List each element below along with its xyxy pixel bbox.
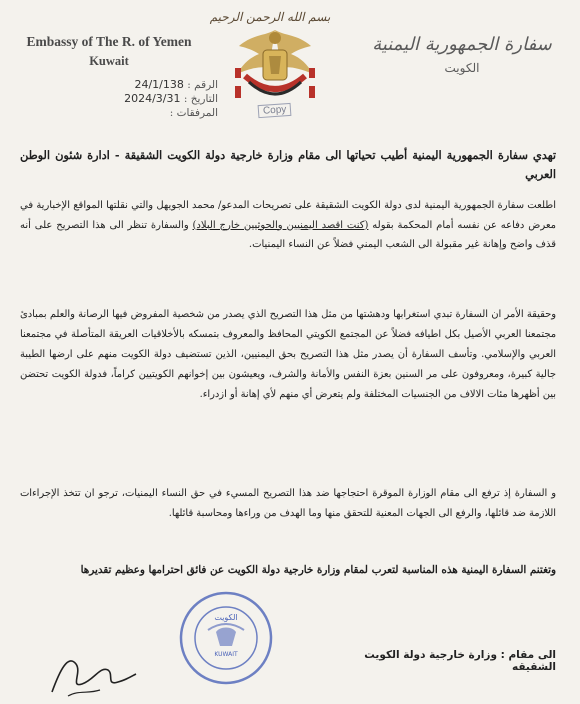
- header-english: [14, 34, 204, 69]
- basmala: بسم الله الرحمن الرحيم: [209, 10, 331, 24]
- seal-text-top: الكويت: [214, 613, 238, 622]
- paragraph-2: وحقيقة الأمر ان السفارة تبدي استغرابها ودهشتها من مثل هذا التصريح الذي يصدر من شخصية المفروض فيها الرصانة والعلم بمبادئ مجتمعنا العربي الأصيل بكل اطيافه فضلاً عن المجتمع الكويتي المحافظ والمعروف بتمسكه بالأخلاقيات العريقة المتأصلة في مجتمعنا العربي والإسلامي. وتأسف السفارة أن يصدر مثل هذا التصريح بحق اليمنيين، الذين تستضيف دولة الكويت منهم على ارضها الطيبة جالية كبيرة، ومعروفون على مر السنين بعزة النفس والأمانة والشرف، ويعيشون بين إخوانهم الكويتيين كراماً، فدولة الكويت تحتضن بين أظهرها مئات الالاف من الجنسيات المختلفة ولم يتعرض أي منهم لأي إهانة أو ازدراء.: [20, 309, 556, 400]
- header-english-line1: Embassy of The R. of Yemen: [26, 34, 192, 49]
- paragraph-1-quote: (كنت اقصد اليمنيين والحوثيين خارج البلاد): [192, 219, 369, 231]
- attachments-row: [88, 106, 218, 120]
- letter-title: تهدي سفارة الجمهورية اليمنية أطيب تحياتها الى مقام وزارة خارجية دولة الكويت الشقيقة - ادارة شئون الوطن العربي: [20, 148, 556, 181]
- paragraph-1-after: والسفارة تنظر الى هذا التصريح على أنه قذف واضح وإهانة غير مقبولة الى الشعب اليمني فضلاً عن النساء اليمنيات.: [20, 219, 556, 250]
- date-value: 2024/3/31: [124, 92, 181, 105]
- header-arabic: [362, 34, 562, 75]
- handwritten-signature: [48, 640, 138, 700]
- paragraph-1-before: اطلعت سفارة الجمهورية اليمنية لدى دولة الكويت الشقيقة على تصريحات المدعو/ محمد الجويهل والتي نقلتها المواقع الإخبارية في معرض دفاعه عن نفسه أمام المحكمة بقوله: [20, 200, 557, 231]
- attachments-label: المرفقات :: [169, 107, 218, 119]
- closing-paragraph: وتغتنم السفارة اليمنية هذه المناسبة لتعرب لمقام وزارة خارجية دولة الكويت عن فائق احترامها وعظيم تقديرها: [80, 564, 556, 576]
- paragraph-1: [20, 196, 556, 255]
- seal-text-bottom: KUWAIT: [214, 651, 238, 658]
- paragraph-3: و السفارة إذ ترفع الى مقام الوزارة الموقرة احتجاجها ضد هذا التصريح المسيء في حق النساء اليمنيات، ترجو ان تتخذ الإجراءات اللازمة ضد قائلها، والرفع الى الجهات المعنية للتحقق منها وما الهدف من وراءها ومحاسبة قائلها.: [20, 488, 556, 519]
- ref-row: [88, 78, 218, 92]
- header-arabic-line1: سفارة الجمهورية اليمنية: [372, 34, 552, 55]
- embassy-seal-stamp: [178, 590, 274, 686]
- header-english-line2: Kuwait: [89, 54, 129, 68]
- letter-meta: [88, 78, 218, 120]
- yemen-emblem-icon: [225, 24, 325, 106]
- date-row: [88, 92, 218, 106]
- date-label: التاريخ :: [183, 93, 218, 105]
- copy-stamp: Copy: [258, 103, 292, 118]
- recipient-line: الى مقام : وزارة خارجية دولة الكويت الشقيقه: [364, 649, 556, 673]
- header-arabic-line2: الكويت: [444, 61, 480, 75]
- ref-value: 24/1/138: [134, 78, 184, 91]
- ref-label: الرقم :: [187, 79, 218, 91]
